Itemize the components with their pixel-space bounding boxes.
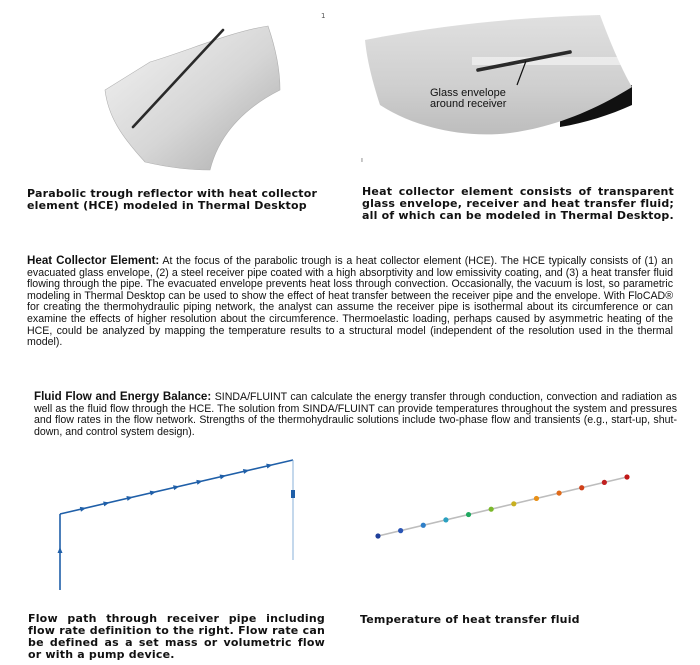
section-hce-heading: Heat Collector Element:	[27, 254, 160, 267]
temperature-node	[624, 474, 629, 479]
caption-temperature: Temperature of heat transfer fluid	[360, 613, 580, 626]
temperature-node	[375, 533, 380, 538]
section-hce-body: At the focus of the parabolic trough is a heat collector element (HCE). The HCE typically consists of (1) an evacuated glass envelope, (2) a steel receiver pipe coated with a high absorptivity and low emissivity coating, and (3) a heat transfer fluid flowing through the pipe. The evacuated envelope prevents heat loss through convection. Occasionally, the vacuum is lost, so parametric modeling in Thermal Desktop can be used to show the effect of heat transfer between the receiver pipe and the envelope. With FloCAD® for creating the thermohydraulic piping network, the analyst can assume the receiver pipe is isothermal about its circumference or can examine the effects of higher resolution about the circumference. Thermoelastic loading, perhaps caused by asymmetric heating of the HCE, could be analyzed by mapping the temperature results to a structural model (independent of the resolution used in the thermal model).	[27, 255, 673, 349]
temperature-node	[556, 490, 561, 495]
temperature-node	[421, 523, 426, 528]
caption-trough: Parabolic trough reflector with heat collector element (HCE) modeled in Thermal Desktop	[27, 187, 318, 212]
caption-hce: Heat collector element consists of transparent glass envelope, receiver and heat transfer fluid; all of which can be modeled in Thermal Desktop.	[362, 185, 674, 222]
temperature-node	[579, 485, 584, 490]
temperature-node	[534, 496, 539, 501]
trough-surface	[105, 26, 280, 170]
hce-label-line2: around receiver	[430, 98, 507, 110]
section-hce	[27, 255, 673, 349]
flow-arrow	[58, 547, 63, 553]
section-fluid-body: SINDA/FLUINT can calculate the energy transfer through conduction, convection and radiation as well as the fluid flow through the HCE. The solution from SINDA/FLUINT can provide temperatures throughout the system and pressures and flow rates in the flow network. Strengths of the thermohydraulic solutions include two-phase flow and transients (e.g., start-up, shut-down, and control system design).	[34, 391, 677, 438]
hce-label-line1: Glass envelope	[430, 87, 506, 99]
glass-envelope	[472, 57, 632, 65]
section-fluid	[34, 391, 677, 438]
hce-label	[430, 88, 506, 110]
temperature-node	[398, 528, 403, 533]
trough-figure	[100, 20, 300, 180]
flow-rate-marker	[291, 490, 295, 498]
temperature-node	[466, 512, 471, 517]
temperature-pipe	[378, 477, 627, 536]
temperature-figure	[370, 470, 635, 545]
section-fluid-heading: Fluid Flow and Energy Balance:	[34, 390, 212, 403]
flow-path-figure	[50, 450, 310, 600]
temperature-node	[602, 480, 607, 485]
temperature-node	[511, 501, 516, 506]
page-mark: 1	[321, 12, 326, 20]
page-mark-side: ı	[361, 156, 363, 164]
temperature-node	[443, 517, 448, 522]
temperature-node	[489, 507, 494, 512]
hce-figure	[360, 15, 635, 150]
caption-flow-path: Flow path through receiver pipe including flow rate definition to the right. Flow rate can be defined as a set mass or volumetric flow or with a pump device.	[28, 612, 325, 661]
